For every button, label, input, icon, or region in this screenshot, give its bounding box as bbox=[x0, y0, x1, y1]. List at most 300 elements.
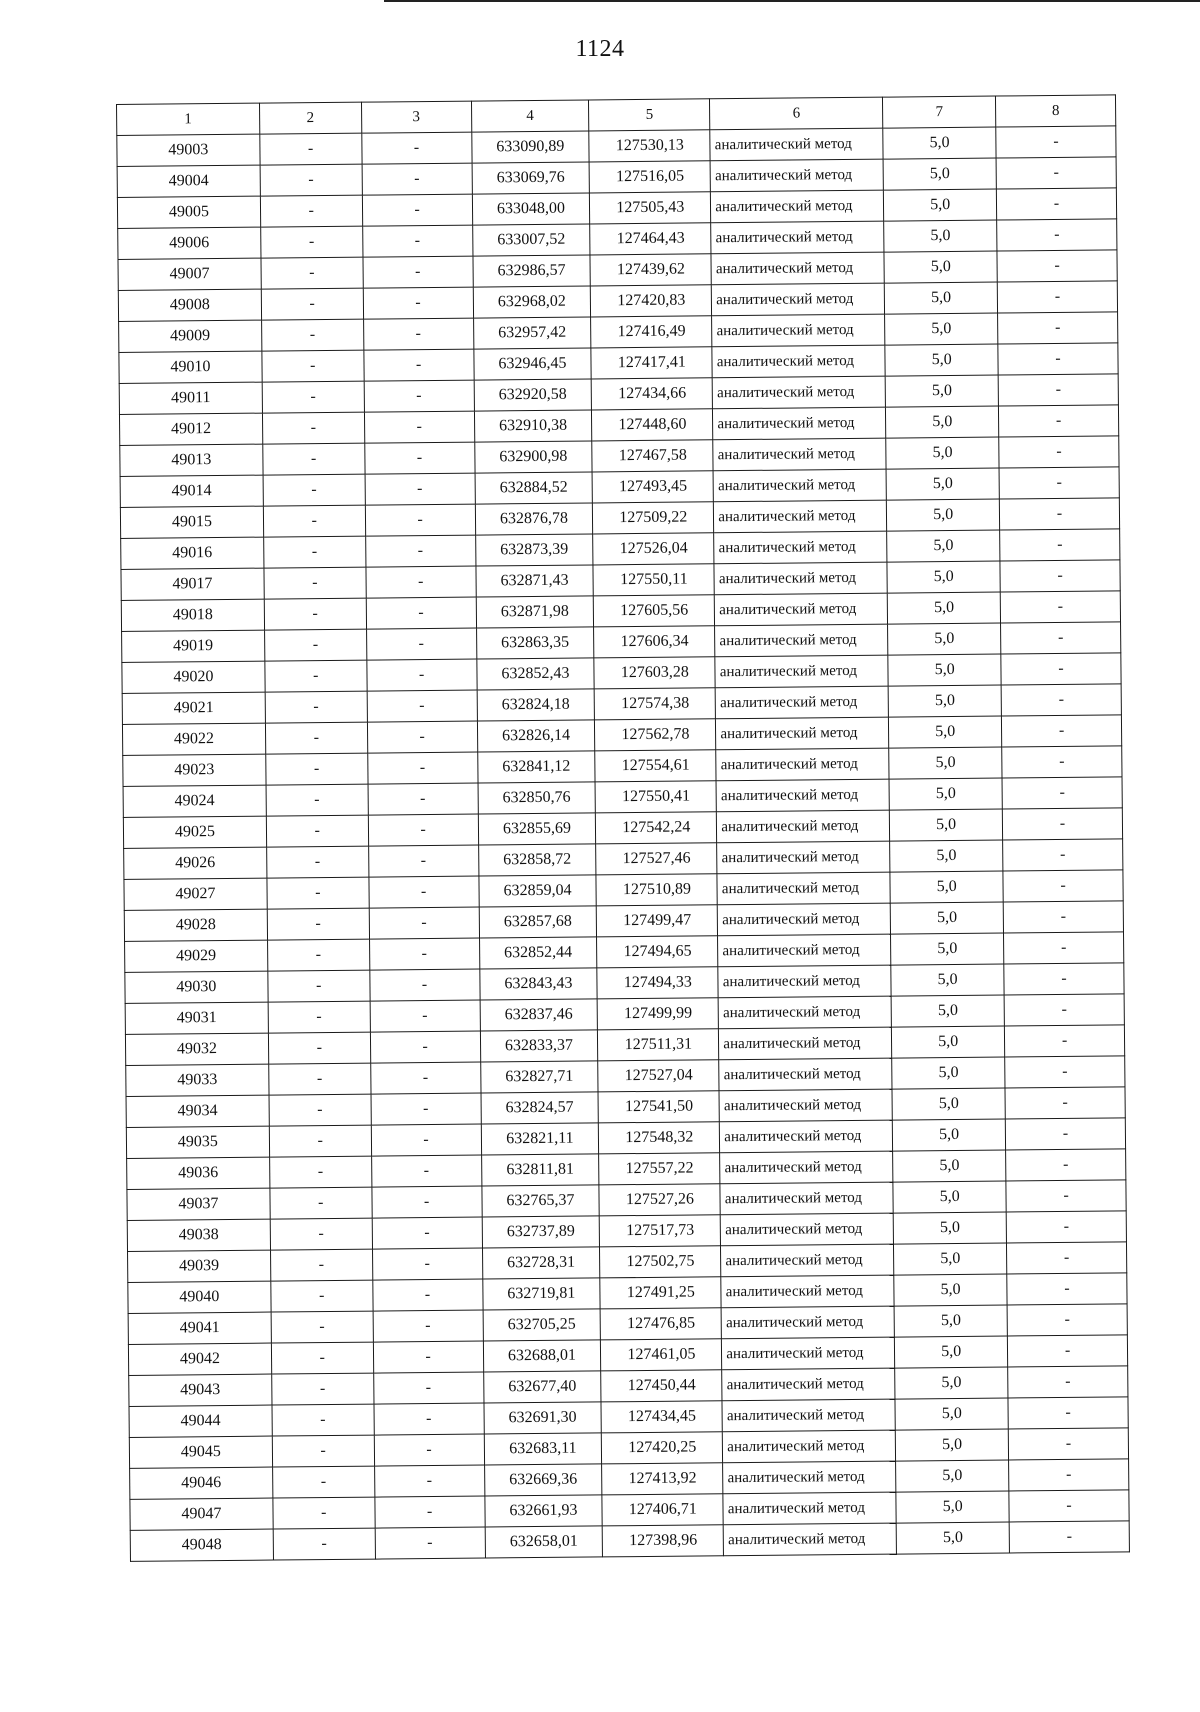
col8-cell: - bbox=[1005, 1056, 1125, 1088]
point-number-cell: 49047 bbox=[130, 1498, 273, 1530]
col3-cell: - bbox=[374, 1403, 484, 1435]
x-coordinate-cell: 632841,12 bbox=[477, 751, 595, 783]
x-coordinate-cell: 632824,57 bbox=[481, 1092, 599, 1124]
method-cell: аналитический метод bbox=[718, 996, 891, 1029]
col2-cell: - bbox=[269, 1063, 371, 1095]
column-header-7: 7 bbox=[883, 96, 996, 128]
col3-cell: - bbox=[365, 535, 475, 567]
col8-cell: - bbox=[1001, 622, 1121, 654]
col2-cell: - bbox=[263, 474, 365, 506]
y-coordinate-cell: 127493,45 bbox=[592, 471, 713, 503]
x-coordinate-cell: 632688,01 bbox=[483, 1340, 601, 1372]
col2-cell: - bbox=[261, 226, 363, 258]
col2-cell: - bbox=[262, 381, 364, 413]
point-number-cell: 49018 bbox=[121, 599, 264, 631]
x-coordinate-cell: 632833,37 bbox=[480, 1030, 598, 1062]
method-cell: аналитический метод bbox=[716, 717, 889, 750]
col8-cell: - bbox=[1008, 1397, 1128, 1429]
col2-cell: - bbox=[268, 1032, 370, 1064]
x-coordinate-cell: 632661,93 bbox=[484, 1495, 602, 1527]
x-coordinate-cell: 632852,43 bbox=[476, 658, 594, 690]
method-cell: аналитический метод bbox=[718, 903, 891, 936]
y-coordinate-cell: 127499,99 bbox=[598, 998, 719, 1030]
x-coordinate-cell: 632857,68 bbox=[479, 906, 597, 938]
y-coordinate-cell: 127527,46 bbox=[596, 843, 717, 875]
y-coordinate-cell: 127467,58 bbox=[592, 440, 713, 472]
point-number-cell: 49020 bbox=[122, 661, 265, 693]
y-coordinate-cell: 127603,28 bbox=[594, 657, 715, 689]
accuracy-cell: 5,0 bbox=[885, 282, 998, 314]
accuracy-cell: 5,0 bbox=[887, 499, 1000, 531]
method-cell: аналитический метод bbox=[712, 283, 885, 316]
method-cell: аналитический метод bbox=[715, 624, 888, 657]
y-coordinate-cell: 127448,60 bbox=[592, 409, 713, 441]
x-coordinate-cell: 632871,98 bbox=[476, 596, 594, 628]
col2-cell: - bbox=[272, 1466, 374, 1498]
col2-cell: - bbox=[272, 1435, 374, 1467]
col2-cell: - bbox=[260, 164, 362, 196]
col2-cell: - bbox=[267, 908, 369, 940]
accuracy-cell: 5,0 bbox=[894, 1305, 1007, 1337]
x-coordinate-cell: 632859,04 bbox=[478, 875, 596, 907]
col2-cell: - bbox=[269, 1125, 371, 1157]
col8-cell: - bbox=[997, 250, 1117, 282]
col3-cell: - bbox=[369, 876, 479, 908]
accuracy-cell: 5,0 bbox=[890, 840, 1003, 872]
point-number-cell: 49041 bbox=[128, 1312, 271, 1344]
method-cell: аналитический метод bbox=[718, 934, 891, 967]
col2-cell: - bbox=[261, 257, 363, 289]
y-coordinate-cell: 127526,04 bbox=[593, 533, 714, 565]
method-cell: аналитический метод bbox=[716, 779, 889, 812]
accuracy-cell: 5,0 bbox=[883, 158, 996, 190]
y-coordinate-cell: 127416,49 bbox=[591, 316, 712, 348]
col8-cell: - bbox=[1000, 591, 1120, 623]
col3-cell: - bbox=[373, 1341, 483, 1373]
method-cell: аналитический метод bbox=[715, 593, 888, 626]
column-header-2: 2 bbox=[259, 102, 361, 134]
point-number-cell: 49044 bbox=[129, 1405, 272, 1437]
method-cell: аналитический метод bbox=[711, 221, 884, 254]
col2-cell: - bbox=[272, 1404, 374, 1436]
accuracy-cell: 5,0 bbox=[896, 1491, 1009, 1523]
method-cell: аналитический метод bbox=[718, 965, 891, 998]
col3-cell: - bbox=[370, 1000, 480, 1032]
accuracy-cell: 5,0 bbox=[896, 1429, 1009, 1461]
method-cell: аналитический метод bbox=[716, 748, 889, 781]
coordinates-table bbox=[116, 94, 1130, 1562]
col3-cell: - bbox=[372, 1186, 482, 1218]
col3-cell: - bbox=[363, 287, 473, 319]
col3-cell: - bbox=[368, 814, 478, 846]
y-coordinate-cell: 127450,44 bbox=[601, 1370, 722, 1402]
column-header-1: 1 bbox=[117, 103, 260, 135]
col2-cell: - bbox=[271, 1342, 373, 1374]
col2-cell: - bbox=[262, 350, 364, 382]
col3-cell: - bbox=[371, 1155, 481, 1187]
point-number-cell: 49016 bbox=[121, 537, 264, 569]
col8-cell: - bbox=[1007, 1335, 1127, 1367]
col2-cell: - bbox=[266, 753, 368, 785]
col3-cell: - bbox=[372, 1279, 482, 1311]
col2-cell: - bbox=[270, 1218, 372, 1250]
point-number-cell: 49033 bbox=[126, 1064, 269, 1096]
col3-cell: - bbox=[364, 349, 474, 381]
x-coordinate-cell: 633048,00 bbox=[472, 193, 590, 225]
y-coordinate-cell: 127527,26 bbox=[599, 1184, 720, 1216]
point-number-cell: 49037 bbox=[127, 1188, 270, 1220]
method-cell: аналитический метод bbox=[722, 1368, 895, 1401]
y-coordinate-cell: 127499,47 bbox=[597, 905, 718, 937]
point-number-cell: 49040 bbox=[128, 1281, 271, 1313]
col8-cell: - bbox=[1007, 1273, 1127, 1305]
y-coordinate-cell: 127548,32 bbox=[599, 1122, 720, 1154]
accuracy-cell: 5,0 bbox=[892, 1057, 1005, 1089]
col2-cell: - bbox=[261, 288, 363, 320]
point-number-cell: 49021 bbox=[122, 692, 265, 724]
y-coordinate-cell: 127406,71 bbox=[602, 1494, 723, 1526]
accuracy-cell: 5,0 bbox=[892, 1088, 1005, 1120]
point-number-cell: 49022 bbox=[122, 723, 265, 755]
col2-cell: - bbox=[260, 195, 362, 227]
col8-cell: - bbox=[1007, 1304, 1127, 1336]
method-cell: аналитический метод bbox=[720, 1182, 893, 1215]
col2-cell: - bbox=[269, 1156, 371, 1188]
col3-cell: - bbox=[367, 721, 477, 753]
point-number-cell: 49019 bbox=[122, 630, 265, 662]
col3-cell: - bbox=[364, 411, 474, 443]
accuracy-cell: 5,0 bbox=[887, 530, 1000, 562]
col8-cell: - bbox=[998, 312, 1118, 344]
col8-cell: - bbox=[999, 498, 1119, 530]
point-number-cell: 49034 bbox=[126, 1095, 269, 1127]
col8-cell: - bbox=[1004, 932, 1124, 964]
accuracy-cell: 5,0 bbox=[884, 251, 997, 283]
accuracy-cell: 5,0 bbox=[883, 127, 996, 159]
col8-cell: - bbox=[1008, 1366, 1128, 1398]
accuracy-cell: 5,0 bbox=[887, 592, 1000, 624]
x-coordinate-cell: 632910,38 bbox=[474, 410, 592, 442]
point-number-cell: 49027 bbox=[124, 878, 267, 910]
col3-cell: - bbox=[373, 1310, 483, 1342]
col3-cell: - bbox=[362, 194, 472, 226]
x-coordinate-cell: 632957,42 bbox=[473, 317, 591, 349]
col3-cell: - bbox=[371, 1093, 481, 1125]
column-header-5: 5 bbox=[589, 99, 710, 131]
col3-cell: - bbox=[370, 1062, 480, 1094]
col3-cell: - bbox=[371, 1124, 481, 1156]
accuracy-cell: 5,0 bbox=[889, 747, 1002, 779]
col3-cell: - bbox=[366, 628, 476, 660]
method-cell: аналитический метод bbox=[719, 1027, 892, 1060]
y-coordinate-cell: 127509,22 bbox=[593, 502, 714, 534]
y-coordinate-cell: 127606,34 bbox=[594, 626, 715, 658]
col2-cell: - bbox=[266, 846, 368, 878]
x-coordinate-cell: 632691,30 bbox=[483, 1402, 601, 1434]
x-coordinate-cell: 632826,14 bbox=[477, 720, 595, 752]
x-coordinate-cell: 632871,43 bbox=[475, 565, 593, 597]
accuracy-cell: 5,0 bbox=[893, 1212, 1006, 1244]
point-number-cell: 49042 bbox=[128, 1343, 271, 1375]
x-coordinate-cell: 632873,39 bbox=[475, 534, 593, 566]
accuracy-cell: 5,0 bbox=[885, 313, 998, 345]
point-number-cell: 49045 bbox=[129, 1436, 272, 1468]
point-number-cell: 49035 bbox=[126, 1126, 269, 1158]
column-header-6: 6 bbox=[710, 97, 883, 130]
accuracy-cell: 5,0 bbox=[890, 902, 1003, 934]
col3-cell: - bbox=[374, 1434, 484, 1466]
col2-cell: - bbox=[261, 319, 363, 351]
y-coordinate-cell: 127554,61 bbox=[595, 750, 716, 782]
point-number-cell: 49039 bbox=[128, 1250, 271, 1282]
y-coordinate-cell: 127413,92 bbox=[602, 1463, 723, 1495]
x-coordinate-cell: 632920,58 bbox=[474, 379, 592, 411]
accuracy-cell: 5,0 bbox=[896, 1460, 1009, 1492]
col3-cell: - bbox=[369, 907, 479, 939]
method-cell: аналитический метод bbox=[719, 1058, 892, 1091]
accuracy-cell: 5,0 bbox=[887, 561, 1000, 593]
col3-cell: - bbox=[374, 1465, 484, 1497]
col8-cell: - bbox=[1006, 1149, 1126, 1181]
x-coordinate-cell: 632986,57 bbox=[472, 255, 590, 287]
col8-cell: - bbox=[1002, 746, 1122, 778]
col3-cell: - bbox=[367, 690, 477, 722]
point-number-cell: 49014 bbox=[120, 475, 263, 507]
method-cell: аналитический метод bbox=[723, 1430, 896, 1463]
col8-cell: - bbox=[1004, 994, 1124, 1026]
col2-cell: - bbox=[271, 1311, 373, 1343]
y-coordinate-cell: 127461,05 bbox=[601, 1339, 722, 1371]
method-cell: аналитический метод bbox=[715, 686, 888, 719]
accuracy-cell: 5,0 bbox=[891, 995, 1004, 1027]
accuracy-cell: 5,0 bbox=[886, 437, 999, 469]
point-number-cell: 49013 bbox=[120, 444, 263, 476]
y-coordinate-cell: 127550,11 bbox=[593, 564, 714, 596]
y-coordinate-cell: 127434,45 bbox=[601, 1401, 722, 1433]
y-coordinate-cell: 127516,05 bbox=[590, 161, 711, 193]
x-coordinate-cell: 632855,69 bbox=[478, 813, 596, 845]
col8-cell: - bbox=[1005, 1025, 1125, 1057]
point-number-cell: 49026 bbox=[124, 847, 267, 879]
point-number-cell: 49024 bbox=[123, 785, 266, 817]
accuracy-cell: 5,0 bbox=[888, 623, 1001, 655]
point-number-cell: 49025 bbox=[123, 816, 266, 848]
method-cell: аналитический метод bbox=[710, 159, 883, 192]
top-border-line bbox=[384, 0, 1200, 2]
x-coordinate-cell: 632683,11 bbox=[484, 1433, 602, 1465]
x-coordinate-cell: 632837,46 bbox=[480, 999, 598, 1031]
x-coordinate-cell: 632824,18 bbox=[477, 689, 595, 721]
col8-cell: - bbox=[1002, 777, 1122, 809]
col3-cell: - bbox=[365, 473, 475, 505]
accuracy-cell: 5,0 bbox=[893, 1181, 1006, 1213]
y-coordinate-cell: 127510,89 bbox=[596, 874, 717, 906]
y-coordinate-cell: 127464,43 bbox=[590, 223, 711, 255]
y-coordinate-cell: 127491,25 bbox=[600, 1277, 721, 1309]
col3-cell: - bbox=[362, 163, 472, 195]
accuracy-cell: 5,0 bbox=[893, 1119, 1006, 1151]
accuracy-cell: 5,0 bbox=[888, 654, 1001, 686]
accuracy-cell: 5,0 bbox=[889, 716, 1002, 748]
method-cell: аналитический метод bbox=[715, 655, 888, 688]
col3-cell: - bbox=[375, 1496, 485, 1528]
y-coordinate-cell: 127420,83 bbox=[591, 285, 712, 317]
point-number-cell: 49005 bbox=[117, 196, 260, 228]
x-coordinate-cell: 632658,01 bbox=[485, 1526, 603, 1558]
x-coordinate-cell: 633069,76 bbox=[472, 162, 590, 194]
col3-cell: - bbox=[368, 845, 478, 877]
method-cell: аналитический метод bbox=[720, 1151, 893, 1184]
col3-cell: - bbox=[364, 442, 474, 474]
col2-cell: - bbox=[268, 970, 370, 1002]
col3-cell: - bbox=[369, 969, 479, 1001]
col8-cell: - bbox=[1003, 901, 1123, 933]
point-number-cell: 49008 bbox=[118, 289, 261, 321]
col8-cell: - bbox=[996, 126, 1116, 158]
y-coordinate-cell: 127505,43 bbox=[590, 192, 711, 224]
col2-cell: - bbox=[272, 1373, 374, 1405]
x-coordinate-cell: 632850,76 bbox=[478, 782, 596, 814]
x-coordinate-cell: 632728,31 bbox=[482, 1247, 600, 1279]
y-coordinate-cell: 127541,50 bbox=[598, 1091, 719, 1123]
accuracy-cell: 5,0 bbox=[895, 1398, 1008, 1430]
col8-cell: - bbox=[997, 219, 1117, 251]
col2-cell: - bbox=[263, 536, 365, 568]
x-coordinate-cell: 633090,89 bbox=[471, 131, 589, 163]
point-number-cell: 49043 bbox=[129, 1374, 272, 1406]
col3-cell: - bbox=[367, 659, 477, 691]
point-number-cell: 49036 bbox=[127, 1157, 270, 1189]
col8-cell: - bbox=[1000, 560, 1120, 592]
col8-cell: - bbox=[1003, 870, 1123, 902]
method-cell: аналитический метод bbox=[721, 1275, 894, 1308]
col8-cell: - bbox=[999, 405, 1119, 437]
col3-cell: - bbox=[365, 504, 475, 536]
accuracy-cell: 5,0 bbox=[892, 1026, 1005, 1058]
col3-cell: - bbox=[366, 597, 476, 629]
y-coordinate-cell: 127562,78 bbox=[595, 719, 716, 751]
method-cell: аналитический метод bbox=[722, 1399, 895, 1432]
method-cell: аналитический метод bbox=[717, 841, 890, 874]
accuracy-cell: 5,0 bbox=[889, 778, 1002, 810]
y-coordinate-cell: 127517,73 bbox=[600, 1215, 721, 1247]
accuracy-cell: 5,0 bbox=[894, 1243, 1007, 1275]
col8-cell: - bbox=[1009, 1521, 1129, 1553]
accuracy-cell: 5,0 bbox=[895, 1367, 1008, 1399]
col2-cell: - bbox=[263, 443, 365, 475]
y-coordinate-cell: 127527,04 bbox=[598, 1060, 719, 1092]
col3-cell: - bbox=[370, 1031, 480, 1063]
x-coordinate-cell: 632946,45 bbox=[473, 348, 591, 380]
x-coordinate-cell: 632669,36 bbox=[484, 1464, 602, 1496]
point-number-cell: 49032 bbox=[125, 1033, 268, 1065]
col2-cell: - bbox=[265, 722, 367, 754]
col8-cell: - bbox=[1009, 1459, 1129, 1491]
method-cell: аналитический метод bbox=[723, 1523, 896, 1556]
accuracy-cell: 5,0 bbox=[885, 375, 998, 407]
x-coordinate-cell: 632876,78 bbox=[475, 503, 593, 535]
col8-cell: - bbox=[1006, 1211, 1126, 1243]
y-coordinate-cell: 127398,96 bbox=[603, 1525, 724, 1557]
col2-cell: - bbox=[267, 877, 369, 909]
col3-cell: - bbox=[368, 783, 478, 815]
method-cell: аналитический метод bbox=[714, 531, 887, 564]
column-header-3: 3 bbox=[361, 101, 471, 133]
col3-cell: - bbox=[373, 1372, 483, 1404]
col8-cell: - bbox=[1000, 529, 1120, 561]
col2-cell: - bbox=[273, 1497, 375, 1529]
col2-cell: - bbox=[269, 1094, 371, 1126]
accuracy-cell: 5,0 bbox=[895, 1336, 1008, 1368]
accuracy-cell: 5,0 bbox=[890, 809, 1003, 841]
col3-cell: - bbox=[366, 566, 476, 598]
method-cell: аналитический метод bbox=[720, 1120, 893, 1153]
method-cell: аналитический метод bbox=[717, 872, 890, 905]
y-coordinate-cell: 127420,25 bbox=[602, 1432, 723, 1464]
method-cell: аналитический метод bbox=[721, 1244, 894, 1277]
x-coordinate-cell: 633007,52 bbox=[472, 224, 590, 256]
method-cell: аналитический метод bbox=[711, 252, 884, 285]
col8-cell: - bbox=[1007, 1242, 1127, 1274]
col8-cell: - bbox=[1009, 1490, 1129, 1522]
method-cell: аналитический метод bbox=[723, 1492, 896, 1525]
col2-cell: - bbox=[265, 660, 367, 692]
accuracy-cell: 5,0 bbox=[896, 1522, 1009, 1554]
method-cell: аналитический метод bbox=[713, 469, 886, 502]
y-coordinate-cell: 127494,65 bbox=[597, 936, 718, 968]
column-header-4: 4 bbox=[471, 100, 589, 132]
col3-cell: - bbox=[369, 938, 479, 970]
x-coordinate-cell: 632858,72 bbox=[478, 844, 596, 876]
x-coordinate-cell: 632705,25 bbox=[483, 1309, 601, 1341]
x-coordinate-cell: 632737,89 bbox=[482, 1216, 600, 1248]
col2-cell: - bbox=[264, 629, 366, 661]
point-number-cell: 49009 bbox=[119, 320, 262, 352]
x-coordinate-cell: 632677,40 bbox=[483, 1371, 601, 1403]
col3-cell: - bbox=[367, 752, 477, 784]
col3-cell: - bbox=[363, 318, 473, 350]
y-coordinate-cell: 127417,41 bbox=[591, 347, 712, 379]
accuracy-cell: 5,0 bbox=[886, 406, 999, 438]
y-coordinate-cell: 127530,13 bbox=[589, 130, 710, 162]
col8-cell: - bbox=[1006, 1180, 1126, 1212]
col2-cell: - bbox=[271, 1280, 373, 1312]
col8-cell: - bbox=[999, 436, 1119, 468]
col8-cell: - bbox=[996, 157, 1116, 189]
col8-cell: - bbox=[998, 374, 1118, 406]
point-number-cell: 49015 bbox=[120, 506, 263, 538]
col2-cell: - bbox=[270, 1187, 372, 1219]
point-number-cell: 49004 bbox=[117, 165, 260, 197]
y-coordinate-cell: 127574,38 bbox=[595, 688, 716, 720]
point-number-cell: 49023 bbox=[123, 754, 266, 786]
col8-cell: - bbox=[1002, 808, 1122, 840]
point-number-cell: 49012 bbox=[119, 413, 262, 445]
accuracy-cell: 5,0 bbox=[884, 189, 997, 221]
point-number-cell: 49011 bbox=[119, 382, 262, 414]
method-cell: аналитический метод bbox=[722, 1337, 895, 1370]
y-coordinate-cell: 127439,62 bbox=[590, 254, 711, 286]
method-cell: аналитический метод bbox=[710, 128, 883, 161]
col2-cell: - bbox=[260, 133, 362, 165]
col8-cell: - bbox=[1005, 1118, 1125, 1150]
method-cell: аналитический метод bbox=[721, 1213, 894, 1246]
method-cell: аналитический метод bbox=[712, 376, 885, 409]
y-coordinate-cell: 127494,33 bbox=[597, 967, 718, 999]
accuracy-cell: 5,0 bbox=[888, 685, 1001, 717]
col2-cell: - bbox=[273, 1528, 375, 1560]
col8-cell: - bbox=[1001, 684, 1121, 716]
